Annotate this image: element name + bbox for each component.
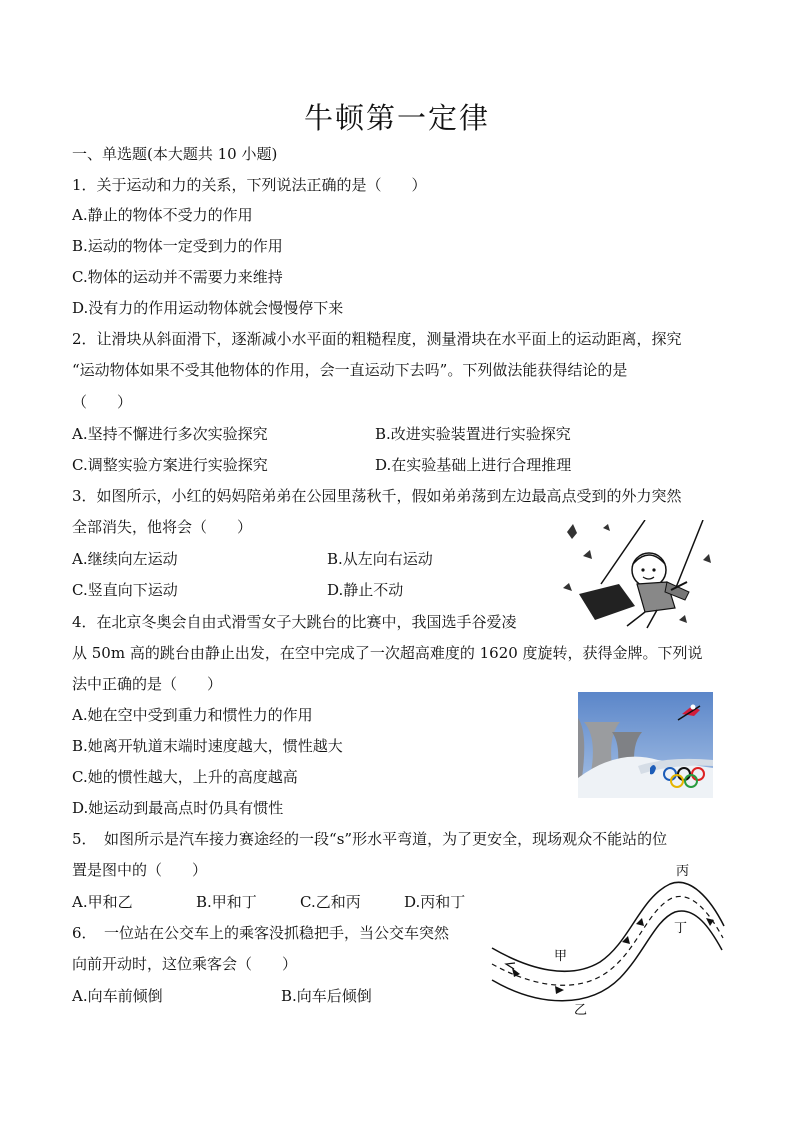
- q3-stem-line1: 3．如图所示，小红的妈妈陪弟弟在公园里荡秋千，假如弟弟荡到左边最高点受到的外力突然: [72, 487, 682, 505]
- q6-option-a: A.向车前倾倒: [72, 987, 163, 1005]
- q2-stem-line2: “运动物体如果不受其他物体的作用，会一直运动下去吗”。下列做法能获得结论的是: [72, 361, 628, 379]
- q3-option-b: B.从左向右运动: [327, 550, 433, 568]
- q4-stem-line1: 4．在北京冬奥会自由式滑雪女子大跳台的比赛中，我国选手谷爱凌: [72, 613, 517, 631]
- q3-option-c: C.竖直向下运动: [72, 581, 178, 599]
- ski-jump-photo: [578, 692, 713, 798]
- section-header: 一、单选题(本大题共 10 小题): [72, 145, 278, 163]
- q2-option-d: D.在实验基础上进行合理推理: [375, 456, 572, 474]
- q5-stem-line2: 置是图中的（ ）: [72, 861, 208, 879]
- page-title: 牛顿第一定律: [303, 101, 490, 135]
- q6-stem-line2: 向前开动时，这位乘客会（ ）: [72, 955, 298, 973]
- q2-option-c: C.调整实验方案进行实验探究: [72, 456, 268, 474]
- q5-stem-line1: 5． 如图所示是汽车接力赛途经的一段“s”形水平弯道，为了更安全，现场观众不能站的位: [72, 830, 668, 848]
- q6-stem-line1: 6． 一位站在公交车上的乘客没抓稳把手，当公交车突然: [72, 924, 450, 942]
- q4-stem-line2: 从 50m 高的跳台由静止出发，在空中完成了一次超高难度的 1620 度旋转，获得金牌。下列说: [72, 644, 703, 662]
- q2-stem-line1: 2．让滑块从斜面滑下，逐渐减小水平面的粗糙程度，测量滑块在水平面上的运动距离，探究: [72, 330, 682, 348]
- q3-option-a: A.继续向左运动: [72, 550, 178, 568]
- q2-option-b: B.改进实验装置进行实验探究: [375, 425, 571, 443]
- swing-illustration: [553, 520, 715, 632]
- q5-option-a: A.甲和乙: [72, 893, 133, 911]
- q4-option-d: D.她运动到最高点时仍具有惯性: [72, 799, 284, 817]
- q4-stem-line3: 法中正确的是（ ）: [72, 675, 223, 693]
- label-bing: 丙: [676, 864, 690, 879]
- q5-option-c: C.乙和丙: [300, 893, 361, 911]
- q4-option-a: A.她在空中受到重力和惯性力的作用: [72, 706, 313, 724]
- q5-option-d: D.丙和丁: [404, 893, 466, 911]
- q6-option-b: B.向车后倾倒: [281, 987, 372, 1005]
- s-curve-road-diagram: [490, 858, 728, 1020]
- q3-option-d: D.静止不动: [327, 581, 404, 599]
- q1-option-c: C.物体的运动并不需要力来维持: [72, 268, 283, 286]
- q4-option-b: B.她离开轨道末端时速度越大，惯性越大: [72, 737, 343, 755]
- q1-option-b: B.运动的物体一定受到力的作用: [72, 237, 283, 255]
- q3-stem-line2: 全部消失，他将会（ ）: [72, 518, 253, 536]
- label-ding: 丁: [674, 921, 688, 936]
- q1-option-a: A.静止的物体不受力的作用: [72, 206, 253, 224]
- label-yi: 乙: [574, 1003, 588, 1018]
- label-jia: 甲: [554, 949, 568, 964]
- q1-option-d: D.没有力的作用运动物体就会慢慢停下来: [72, 299, 344, 317]
- q2-stem-line3: （ ）: [72, 393, 133, 411]
- q5-option-b: B.甲和丁: [196, 893, 257, 911]
- q4-option-c: C.她的惯性越大，上升的高度越高: [72, 768, 298, 786]
- q2-option-a: A.坚持不懈进行多次实验探究: [72, 425, 268, 443]
- q1-stem: 1．关于运动和力的关系，下列说法正确的是（ ）: [72, 176, 427, 194]
